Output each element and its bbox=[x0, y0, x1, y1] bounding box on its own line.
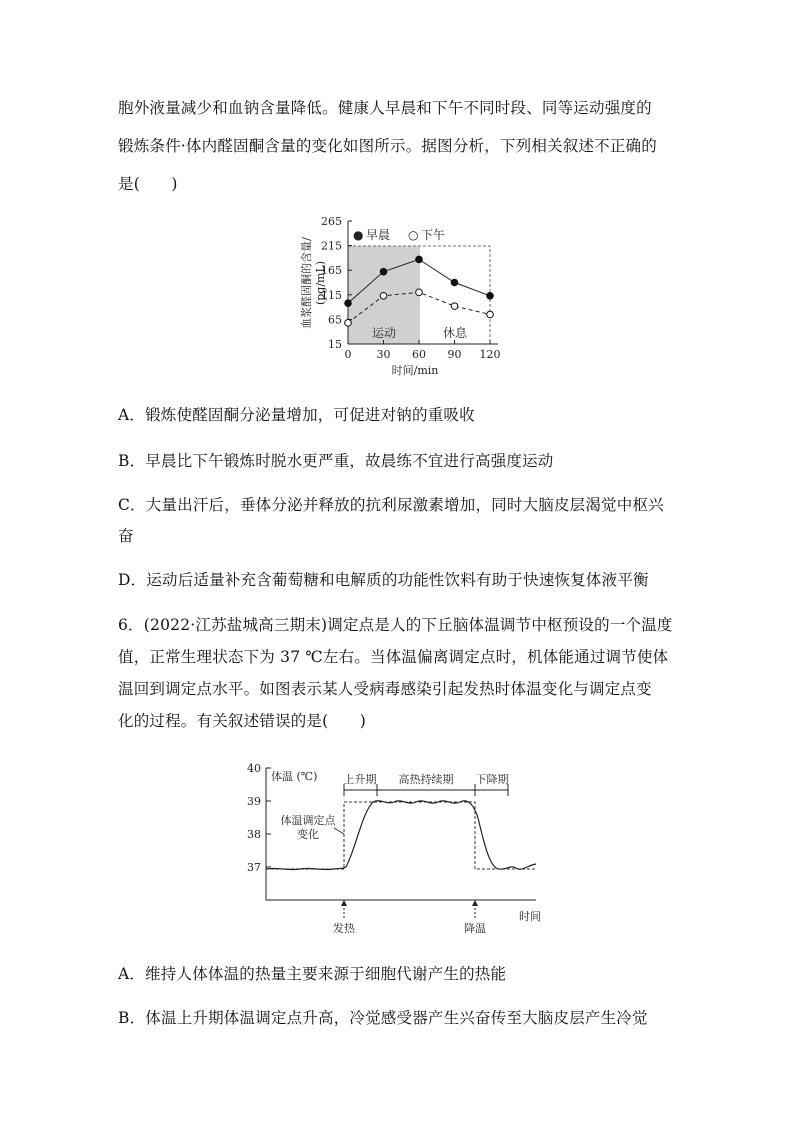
phase-label-fall: 下降期 bbox=[475, 773, 509, 786]
morning-point bbox=[416, 256, 423, 263]
legend-morning: 早晨 bbox=[366, 228, 391, 242]
y-tick-label: 15 bbox=[328, 338, 342, 351]
q5-option-a: A．锻炼使醛固酮分泌量增加，可促进对钠的重吸收 bbox=[118, 406, 475, 424]
afternoon-point bbox=[380, 292, 387, 299]
region-label-exercise: 运动 bbox=[371, 326, 397, 340]
legend-marker-morning: ● bbox=[353, 228, 364, 242]
y-tick-label: 115 bbox=[321, 288, 342, 302]
setpoint-annotation-line1: 体温调定点 bbox=[280, 814, 336, 827]
q5-stem-line-2: 锻炼条件·体内醛固酮含量的变化如图所示。据图分析，下列相关叙述不正确的 bbox=[118, 137, 657, 155]
x-tick-label: 0 bbox=[344, 348, 352, 361]
phase-label-rise: 上升期 bbox=[343, 773, 377, 786]
afternoon-point bbox=[487, 311, 494, 318]
q5-option-b: B．早晨比下午锻炼时脱水更严重，故晨练不宜进行高强度运动 bbox=[118, 452, 554, 470]
morning-point bbox=[345, 300, 352, 307]
x-axis-label: 时间/min bbox=[391, 364, 439, 377]
event-label-fever: 发热 bbox=[333, 922, 355, 935]
q6-stem-line-1: 6．(2022·江苏盐城高三期末)调定点是人的下丘脑体温调节中枢预设的一个温度 bbox=[118, 616, 673, 634]
q5-option-c-line2: 奋 bbox=[118, 527, 134, 545]
morning-point bbox=[380, 268, 387, 275]
cooling-arrowhead bbox=[472, 900, 478, 906]
x-tick-label: 30 bbox=[376, 348, 391, 361]
setpoint-annotation-line2: 变化 bbox=[297, 828, 319, 841]
morning-point bbox=[487, 292, 494, 299]
y-tick-label: 265 bbox=[321, 215, 342, 228]
afternoon-point bbox=[345, 320, 352, 327]
region-label-rest: 休息 bbox=[442, 326, 468, 340]
y-tick-label: 215 bbox=[321, 239, 342, 253]
legend-afternoon: 下午 bbox=[421, 228, 446, 242]
q5-option-c-line1: C．大量出汗后，垂体分泌并释放的抗利尿激素增加，同时大脑皮层渴觉中枢兴 bbox=[118, 496, 664, 514]
body-temperature-chart bbox=[238, 758, 558, 938]
phase-label-plateau: 高热持续期 bbox=[398, 773, 454, 786]
afternoon-point bbox=[416, 289, 423, 296]
afternoon-point bbox=[451, 303, 458, 310]
q6-option-a: A．维持人体体温的热量主要来源于细胞代谢产生的热能 bbox=[118, 965, 507, 983]
annotation-pointer bbox=[334, 828, 344, 834]
event-label-cooling: 降温 bbox=[464, 922, 486, 935]
q6-stem-line-4: 化的过程。有关叙述错误的是( ) bbox=[118, 712, 366, 730]
y-tick-label: 39 bbox=[247, 795, 261, 808]
y-axis-label-line1: 血浆醛固酮的含量/ bbox=[300, 237, 313, 329]
q5-option-d: D．运动后适量补充含葡萄糖和电解质的功能性饮料有助于快速恢复体液平衡 bbox=[118, 571, 649, 589]
x-axis-label: 时间 bbox=[519, 910, 541, 923]
x-tick-label: 90 bbox=[447, 348, 462, 361]
legend-marker-afternoon: ○ bbox=[408, 228, 419, 242]
y-tick-label: 40 bbox=[247, 762, 261, 775]
y-tick-label: 165 bbox=[321, 264, 342, 278]
y-tick-label: 65 bbox=[328, 313, 342, 327]
y-axis-label: 体温 (℃) bbox=[271, 770, 318, 783]
y-tick-label: 38 bbox=[247, 828, 261, 841]
fever-arrowhead bbox=[341, 900, 347, 906]
q5-stem-line-3: 是( ) bbox=[118, 175, 178, 193]
y-axis-label-line2: (pg/mL) bbox=[314, 260, 327, 306]
x-tick-label: 120 bbox=[479, 348, 501, 361]
y-tick-label: 37 bbox=[247, 861, 261, 874]
q6-option-b: B．体温上升期体温调定点升高，冷觉感受器产生兴奋传至大脑皮层产生冷觉 bbox=[118, 1009, 648, 1027]
morning-point bbox=[451, 279, 458, 286]
aldosterone-chart bbox=[290, 208, 520, 380]
q6-stem-line-2: 值，正常生理状态下为 37 ℃左右。当体温偏离调定点时，机体能通过调节使体 bbox=[118, 648, 669, 666]
q5-stem-line-1: 胞外液量减少和血钠含量降低。健康人早晨和下午不同时段、同等运动强度的 bbox=[118, 99, 652, 117]
x-tick-label: 60 bbox=[412, 348, 426, 361]
q6-stem-line-3: 温回到调定点水平。如图表示某人受病毒感染引起发热时体温变化与调定点变 bbox=[118, 680, 652, 698]
